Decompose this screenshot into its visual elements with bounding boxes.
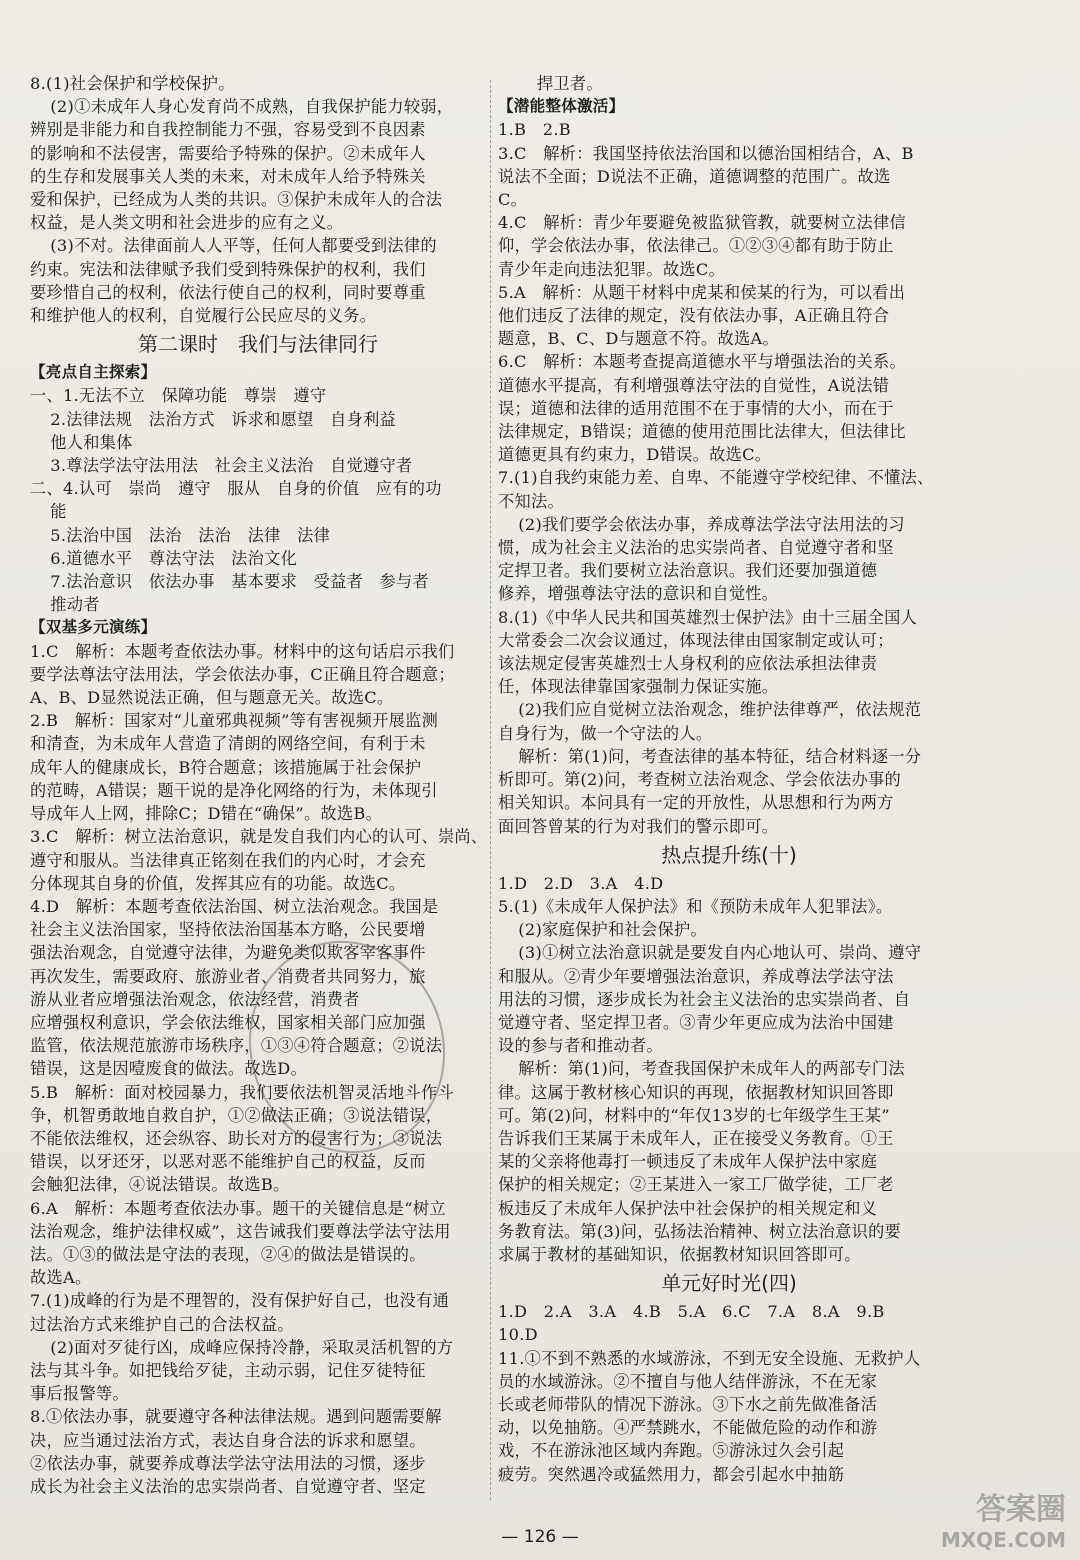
text-line: C。 xyxy=(498,190,528,210)
text-line: 8.(1)社会保护和学校保护。 xyxy=(30,74,235,93)
text-line: 解析：第(1)问，考查法律的基本特征，结合材料逐一分 xyxy=(518,746,922,766)
text-line: 法。①③的做法是守法的表现，②④的做法是错误的。 xyxy=(30,1244,426,1264)
text-line: 辨别是非能力和自我控制能力不强，容易受到不良因素 xyxy=(30,120,426,140)
text-line: 应增强权利意识，学会依法维权，国家相关部门应加强 xyxy=(30,1012,426,1032)
text-line: 要珍惜自己的权利，依法行使自己的权利，同时要尊重 xyxy=(30,282,426,302)
section-title: 单元好时光(四) xyxy=(661,1271,797,1296)
text-line: 律。这属于教材核心知识的再现，依据教材知识回答即 xyxy=(498,1082,894,1102)
text-line: 大常委会二次会议通过，体现法律由国家制定或认可； xyxy=(498,630,894,650)
text-line: 权益，是人类文明和社会进步的应有之义。 xyxy=(30,213,344,233)
watermark-url: MXQE.COM xyxy=(940,1528,1066,1552)
text-line: (3)不对。法律面前人人平等，任何人都要受到法律的 xyxy=(50,236,437,256)
text-line: 游从业者应增强法治观念，依法经营，消费者 xyxy=(30,989,360,1009)
text-line: 说法不全面；D说法不正确，道德调整的范围广。故选 xyxy=(498,166,891,186)
text-line: 和服从。②青少年要增强法治意识，养成尊法学法守法 xyxy=(498,966,894,986)
text-line: 该法规定侵害英雄烈士人身权利的应依法承担法律责 xyxy=(498,654,878,674)
text-line: 3.C 解析：我国坚持依法治国和以德治国相结合，A、B xyxy=(498,143,914,163)
text-line: 8.①依法办事，就要遵守各种法律法规。遇到问题需要解 xyxy=(30,1407,442,1427)
text-line: 自身行为，做一个守法的人。 xyxy=(498,723,713,743)
text-line: 务教育法。第(3)问，弘扬法治精神、树立法治意识的要 xyxy=(498,1221,902,1241)
text-line: 道德更具有约束力，D错误。故选C。 xyxy=(498,445,772,465)
text-line: 题意，B、C、D与题意不符。故选A。 xyxy=(498,329,779,349)
text-line: 觉遵守者、坚定捍卫者。③青少年更应成为法治中国建 xyxy=(498,1012,894,1032)
right-column xyxy=(498,72,960,1486)
text-line: 错误，这是因噎废食的做法。故选D。 xyxy=(30,1059,308,1079)
text-line: 11.①不到不熟悉的水域游泳，不到无安全设施、无救护人 xyxy=(498,1348,921,1368)
text-line: 解析：第(1)问，考查我国保护未成年人的两部专门法 xyxy=(518,1059,905,1079)
section-title: 第二课时 我们与法律同行 xyxy=(138,332,378,357)
text-line: 推动者 xyxy=(50,595,100,615)
text-line: 定捍卫者。我们要树立法治意识。我们还要加强道德 xyxy=(498,561,878,581)
text-line: 错误，以牙还牙，以恶对恶不能维护自己的权益，反而 xyxy=(30,1152,426,1172)
text-line: 和清查，为未成年人营造了清朗的网络空间，有利于未 xyxy=(30,734,426,754)
text-line: 道德水平提高，有利增强尊法守法的自觉性，A说法错 xyxy=(498,375,890,395)
text-line: 监管，依法规范旅游市场秩序，①③④符合题意；②说法 xyxy=(30,1036,443,1056)
text-line: 1.C 解析：本题考查依法办事。材料中的这句话启示我们 xyxy=(30,641,455,661)
text-line: 8.(1)《中华人民共和国英雄烈士保护法》由十三届全国人 xyxy=(498,607,918,627)
text-line: 的范畴，A错误；题干说的是净化网络的行为，未体现引 xyxy=(30,780,438,800)
text-line: 面回答曾某的行为对我们的警示即可。 xyxy=(498,816,779,836)
text-line: 捍卫者。 xyxy=(536,74,603,93)
text-line: 会触犯法律，④说法错误。故选B。 xyxy=(30,1175,290,1195)
text-line: 3.C 解析：树立法治意识，就是发自我们内心的认可、崇尚、 xyxy=(30,827,488,847)
text-line: 4.C 解析：青少年要避免被监狱管教，就要树立法律信 xyxy=(498,213,906,233)
text-line: 法与其斗争。如把钱给歹徒，主动示弱，记住歹徒特征 xyxy=(30,1360,426,1380)
text-line: 7.法治意识 依法办事 基本要求 受益者 参与者 xyxy=(50,572,430,592)
text-line: 告诉我们王某属于未成年人，正在接受义务教育。①王 xyxy=(498,1128,894,1148)
text-line: 求属于教材的基础知识，依据教材知识回答即可。 xyxy=(498,1244,861,1264)
text-line: 可。第(2)问，材料中的“年仅13岁的七年级学生王某” xyxy=(498,1105,890,1125)
text-line: 设的参与者和推动者。 xyxy=(498,1036,663,1056)
text-line: 疲劳。突然遇冷或猛然用力，都会引起水中抽筋 xyxy=(498,1464,845,1484)
text-line: 10.D xyxy=(498,1325,538,1345)
section-header: 【潜能整体激活】 xyxy=(498,97,625,116)
watermark-logo-text: 答案圈 xyxy=(976,1492,1066,1527)
section-title: 热点提升练(十) xyxy=(661,842,797,867)
text-line: (2)面对歹徒行凶，成峰应保持冷静，采取灵活机智的方 xyxy=(50,1337,454,1357)
text-line: (2)家庭保护和社会保护。 xyxy=(518,920,707,940)
text-line: 青少年走向违法犯罪。故选C。 xyxy=(498,259,726,279)
text-line: 1.B 2.B xyxy=(498,120,571,140)
text-line: 事后报警等。 xyxy=(30,1384,129,1404)
text-line: 约束。宪法和法律赋予我们受到特殊保护的权利，我们 xyxy=(30,259,426,279)
column-divider xyxy=(490,80,491,1500)
text-line: 不能依法维权，还会纵容、助长对方的侵害行为；③说法 xyxy=(30,1128,443,1148)
text-line: 能 xyxy=(50,502,67,522)
text-line: 动，以免抽筋。④严禁跳水，不能做危险的动作和游 xyxy=(498,1418,878,1438)
text-line: 7.(1)成峰的行为是不理智的，没有保护好自己，也没有通 xyxy=(30,1291,450,1311)
text-line: 决，应当通过法治方式，表达自身合法的诉求和愿望。 xyxy=(30,1430,426,1450)
text-line: ②依法办事，就要养成尊法学法守法用法的习惯，逐步 xyxy=(30,1453,426,1473)
text-line: 1.D 2.D 3.A 4.D xyxy=(498,873,664,893)
text-line: 惯，成为社会主义法治的忠实崇尚者、自觉遵守者和坚 xyxy=(498,538,894,558)
text-line: 7.(1)自我约束能力差、自卑、不能遵守学校纪律、不懂法、 xyxy=(498,468,934,488)
text-line: 修养，增强尊法守法的意识和自觉性。 xyxy=(498,584,779,604)
text-line: 一、1.无法不立 保障功能 尊崇 遵守 xyxy=(30,386,327,406)
text-line: 4.D 解析：本题考查依法治国、树立法治观念。我国是 xyxy=(30,896,439,916)
text-line: 长或老师带队的情况下游泳。③下水之前先做准备活 xyxy=(498,1394,878,1414)
text-line: 6.A 解析：本题考查依法办事。题干的关键信息是“树立 xyxy=(30,1198,446,1218)
text-line: 的影响和不法侵害，需要给予特殊的保护。②未成年人 xyxy=(30,143,426,163)
text-line: 社会主义法治国家，坚持依法治国基本方略，公民要增 xyxy=(30,920,426,940)
text-line: 爱和保护，已经成为人类的共识。③保护未成年人的合法 xyxy=(30,190,443,210)
text-line: 分体现其自身的价值，发挥其应有的功能。故选C。 xyxy=(30,873,406,893)
text-line: 故选A。 xyxy=(30,1268,92,1288)
text-line: 争，机智勇敢地自救自护，①②做法正确；③说法错误， xyxy=(30,1105,443,1125)
text-line: 用法的习惯，逐步成长为社会主义法治的忠实崇尚者、自 xyxy=(498,989,911,1009)
text-line: 成年人的健康成长，B符合题意；该措施属于社会保护 xyxy=(30,757,422,777)
text-line: 他们违反了法律的规定，没有依法办事，A正确且符合 xyxy=(498,306,890,326)
text-line: (2)我们应自觉树立法治观念，维护法律尊严，依法规范 xyxy=(518,700,922,720)
text-line: 1.D 2.A 3.A 4.B 5.A 6.C 7.A 8.A 9.B xyxy=(498,1302,885,1322)
text-line: 板违反了未成年人保护法中社会保护的相关规定和义 xyxy=(498,1198,878,1218)
text-line: 和维护他人的权利，自觉履行公民应尽的义务。 xyxy=(30,306,377,326)
section-header: 【亮点自主探索】 xyxy=(30,363,157,382)
text-line: 相关知识。本问具有一定的开放性，从思想和行为两方 xyxy=(498,793,894,813)
text-line: 6.道德水平 尊法守法 法治文化 xyxy=(50,548,298,568)
text-line: (3)①树立法治意识就是要发自内心地认可、崇尚、遵守 xyxy=(518,943,922,963)
text-line: 二、4.认可 崇尚 遵守 服从 自身的价值 应有的功 xyxy=(30,479,442,499)
text-line: 法律规定，B错误；道德的使用范围比法律大，但法律比 xyxy=(498,422,906,442)
text-line: 任，体现法律靠国家强制力保证实施。 xyxy=(498,677,779,697)
text-line: (2)①未成年人身心发育尚不成熟，自我保护能力较弱， xyxy=(50,97,454,117)
left-column xyxy=(30,72,486,1498)
page-number: — 126 — xyxy=(501,1527,579,1547)
text-line: 的生存和发展事关人类的未来，对未成年人给予特殊关 xyxy=(30,166,426,186)
text-line: 5.A 解析：从题干材料中虎某和侯某的行为，可以看出 xyxy=(498,282,906,302)
text-line: 要学法尊法守法用法，学会依法办事，C正确且符合题意； xyxy=(30,664,455,684)
text-line: 析即可。第(2)问，考查树立法治观念、学会依法办事的 xyxy=(498,770,902,790)
text-line: 2.B 解析：国家对“儿童邪典视频”等有害视频开展监测 xyxy=(30,711,439,731)
text-line: 5.(1)《未成年人保护法》和《预防未成年人犯罪法》。 xyxy=(498,896,893,916)
text-line: (2)我们要学会依法办事，养成尊法学法守法用法的习 xyxy=(518,514,905,534)
text-line: 他人和集体 xyxy=(50,432,133,452)
text-line: 2.法律法规 法治方式 诉求和愿望 自身利益 xyxy=(50,409,397,429)
text-line: 某的父亲将他毒打一顿违反了未成年人保护法中家庭 xyxy=(498,1152,878,1172)
text-line: 3.尊法学法守法用法 社会主义法治 自觉遵守者 xyxy=(50,456,413,476)
text-line: 导成年人上网，排除C；D错在“确保”。故选B。 xyxy=(30,804,383,824)
site-watermark xyxy=(941,1484,1066,1552)
text-line: 不知法。 xyxy=(498,491,564,511)
text-line: 员的水域游泳。②不擅自与他人结伴游泳，不在无家 xyxy=(498,1371,878,1391)
text-line: 5.B 解析：面对校园暴力，我们要依法机智灵活地斗作斗 xyxy=(30,1082,454,1102)
text-line: 误；道德和法律的适用范围不在于事情的大小，而在于 xyxy=(498,398,894,418)
text-line: 法治观念，维护法律权威”，这告诫我们要尊法学法守法用 xyxy=(30,1221,451,1241)
text-line: 强法治观念，自觉遵守法律，为避免类似欺客宰客事件 xyxy=(30,943,426,963)
text-line: 保护的相关规定；②王某进入一家工厂做学徒，工厂老 xyxy=(498,1175,894,1195)
text-line: 仰，学会依法办事，依法律己。①②③④都有助于防止 xyxy=(498,236,894,256)
text-line: 成长为社会主义法治的忠实崇尚者、自觉遵守者、坚定 xyxy=(30,1476,426,1496)
text-line: 遵守和服从。当法律真正铭刻在我们的内心时，才会充 xyxy=(30,850,426,870)
text-line: A、B、D显然说法正确，但与题意无关。故选C。 xyxy=(30,688,394,708)
section-header: 【双基多元演练】 xyxy=(30,618,157,637)
text-line: 5.法治中国 法治 法治 法律 法律 xyxy=(50,525,331,545)
text-line: 过法治方式来维护自己的合法权益。 xyxy=(30,1314,294,1334)
text-line: 再次发生，需要政府、旅游业者、消费者共同努力，旅 xyxy=(30,966,426,986)
text-line: 戏，不在游泳池区域内奔跑。⑤游泳过久会引起 xyxy=(498,1441,845,1461)
text-line: 6.C 解析：本题考查提高道德水平与增强法治的关系。 xyxy=(498,352,906,372)
